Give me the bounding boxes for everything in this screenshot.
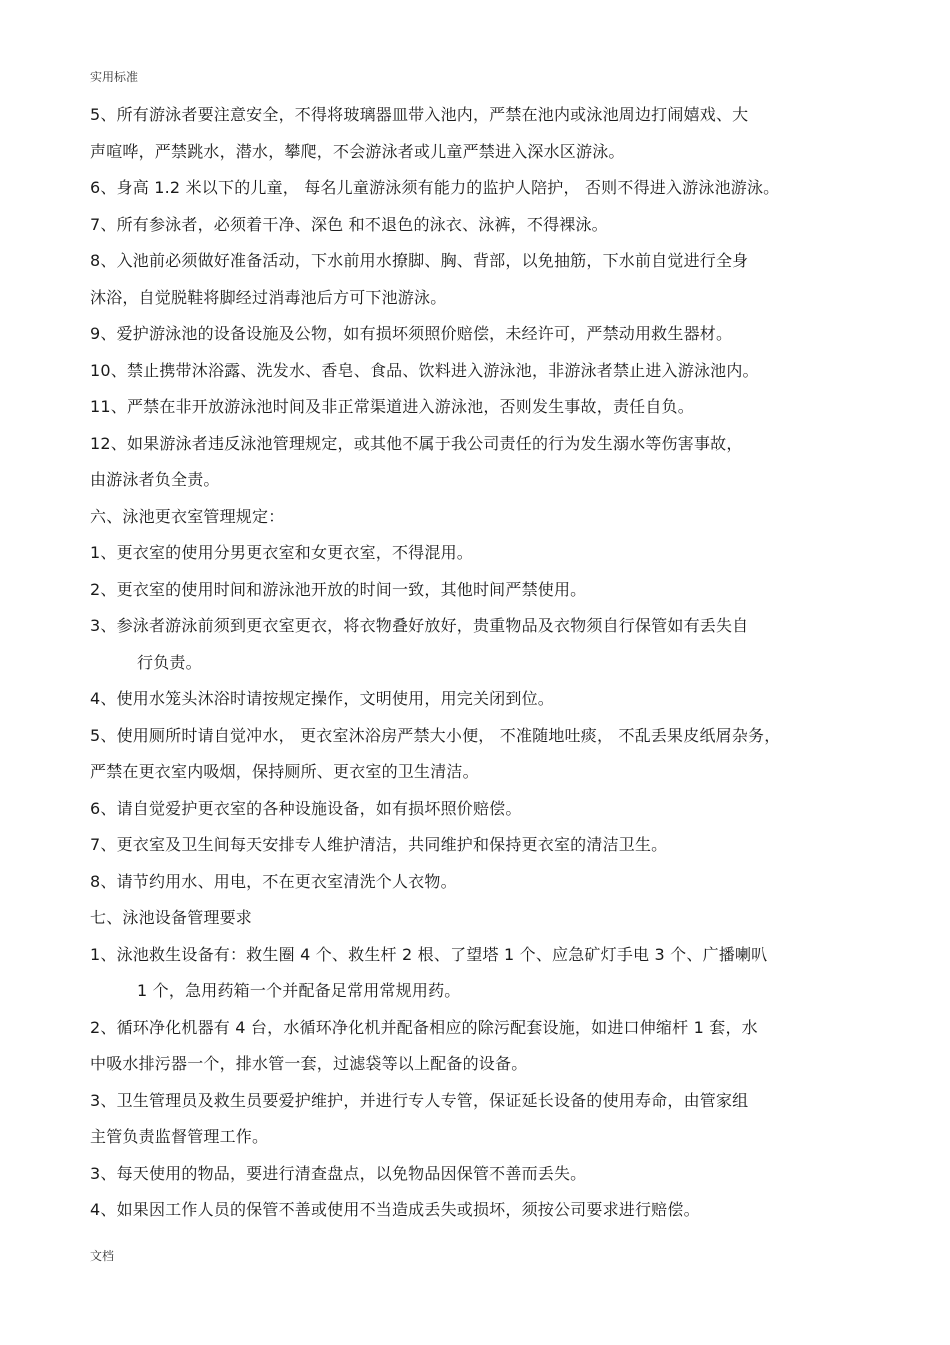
text-line: 六、泳池更衣室管理规定：	[90, 506, 285, 526]
text-line: 4、如果因工作人员的保管不善或使用不当造成丢失或损坏，须按公司要求进行赔偿。	[90, 1200, 700, 1219]
text-line: 8、入池前必须做好准备活动，下水前用水撩脚、胸、背部，以免抽筋，下水前自觉进行全身	[90, 251, 749, 270]
text-line: 中吸水排污器一个，排水管一套，过滤袋等以上配备的设备。	[90, 1054, 528, 1073]
text-line: 七、泳池设备管理要求	[90, 908, 253, 927]
text-line: 11、严禁在非开放游泳池时间及非正常渠道进入游泳池，否则发生事故，责任自负。	[90, 397, 694, 416]
text-line: 7、所有参泳者，必须着干净、深色 和不退色的泳衣、泳裤，不得裸泳。	[90, 214, 608, 234]
text-line: 6、请自觉爱护更衣室的各种设施设备，如有损坏照价赔偿。	[90, 798, 522, 818]
text-line: 严禁在更衣室内吸烟，保持厕所、更衣室的卫生清洁。	[90, 762, 479, 781]
text-line: 1 个，急用药箱一个并配备足常用常规用药。	[137, 981, 461, 1000]
document-body	[90, 97, 870, 1229]
text-line: 3、参泳者游泳前须到更衣室更衣，将衣物叠好放好，贵重物品及衣物须自行保管如有丢失自	[90, 616, 749, 635]
text-line: 7、更衣室及卫生间每天安排专人维护清洁，共同维护和保持更衣室的清洁卫生。	[90, 835, 668, 854]
text-line: 由游泳者负全责。	[90, 470, 220, 489]
text-line: 5、所有游泳者要注意安全，不得将玻璃器皿带入池内，严禁在池内或泳池周边打闹嬉戏、大	[90, 105, 749, 124]
text-line: 1、更衣室的使用分男更衣室和女更衣室，不得混用。	[90, 543, 473, 562]
text-line: 1、泳池救生设备有：救生圈 4 个、救生杆 2 根、了望塔 1 个、应急矿灯手电 3 个、广播喇叭	[90, 944, 768, 964]
text-line: 声喧哗，严禁跳水，潜水，攀爬，不会游泳者或儿童严禁进入深水区游泳。	[90, 141, 625, 161]
text-line: 6、身高 1.2 米以下的儿童， 每名儿童游泳须有能力的监护人陪护， 否则不得进入游泳池游泳。	[90, 178, 780, 197]
text-line: 3、每天使用的物品，要进行清查盘点，以免物品因保管不善而丢失。	[90, 1163, 587, 1183]
text-line: 沐浴，自觉脱鞋将脚经过消毒池后方可下池游泳。	[90, 287, 447, 307]
page-footer: 文档	[90, 1249, 115, 1263]
text-line: 10、禁止携带沐浴露、洗发水、香皂、食品、饮料进入游泳池，非游泳者禁止进入游泳池内。	[90, 360, 759, 380]
text-line: 4、使用水笼头沐浴时请按规定操作，文明使用，用完关闭到位。	[90, 689, 554, 708]
text-line: 行负责。	[137, 652, 202, 672]
text-line: 2、更衣室的使用时间和游泳池开放的时间一致，其他时间严禁使用。	[90, 579, 587, 599]
text-line: 5、使用厕所时请自觉冲水， 更衣室沐浴房严禁大小便， 不准随地吐痰， 不乱丢果皮纸屑杂务，	[90, 725, 781, 745]
text-line: 主管负责监督管理工作。	[90, 1127, 269, 1146]
text-line: 8、请节约用水、用电，不在更衣室清洗个人衣物。	[90, 871, 457, 891]
text-line: 12、如果游泳者违反泳池管理规定，或其他不属于我公司责任的行为发生溺水等伤害事故，	[90, 433, 743, 453]
text-line: 9、爱护游泳池的设备设施及公物，如有损坏须照价赔偿，未经许可，严禁动用救生器材。	[90, 324, 733, 343]
text-line: 3、卫生管理员及救生员要爱护维护，并进行专人专管，保证延长设备的使用寿命，由管家组	[90, 1090, 749, 1110]
page-header: 实用标准	[90, 70, 139, 84]
text-line: 2、循环净化机器有 4 台，水循环净化机并配备相应的除污配套设施，如进口伸缩杆 1 套，水	[90, 1017, 758, 1037]
